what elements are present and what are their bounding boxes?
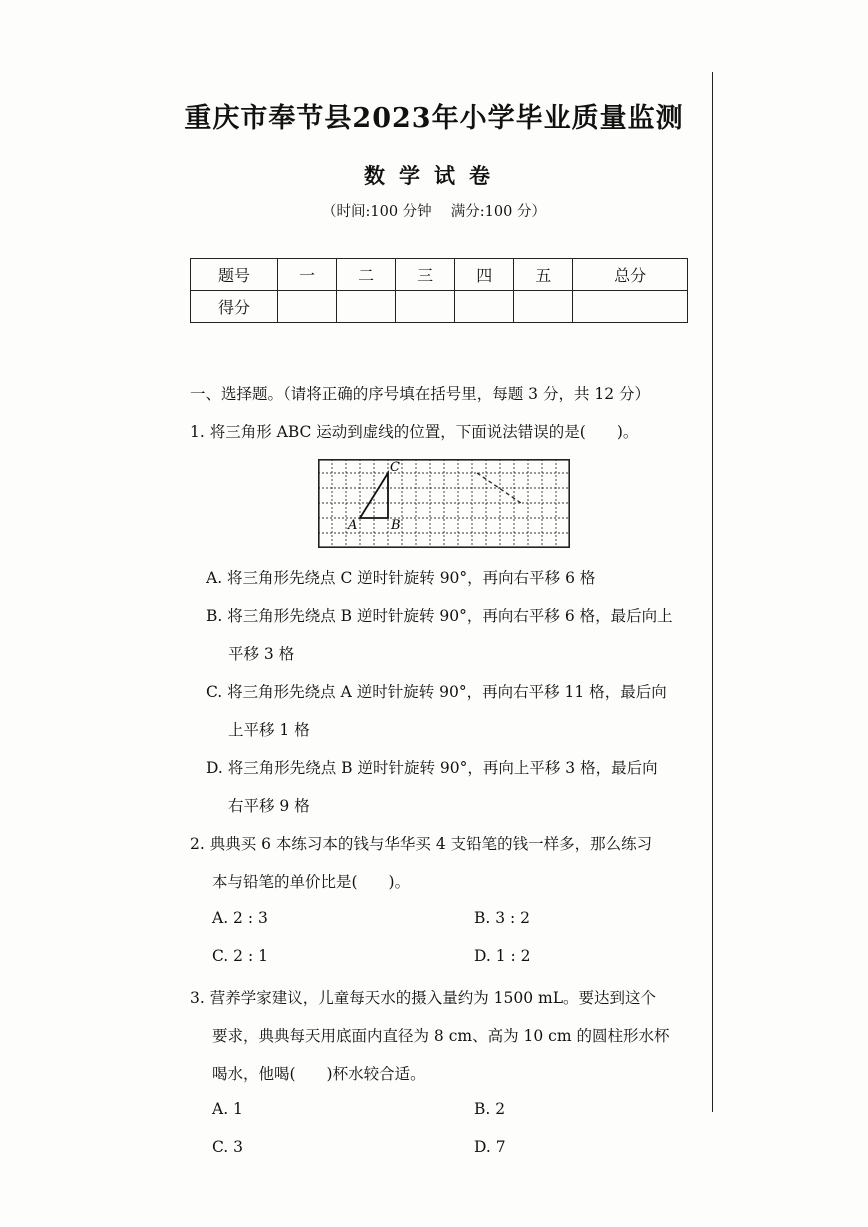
question-1-figure [318,459,570,548]
score-cell-empty[interactable] [337,291,396,323]
score-cell-label: 得分 [191,291,278,323]
question-2-stem-line1: 2. 典典买 6 本练习本的钱与华华买 4 支铅笔的钱一样多，那么练习 [190,835,653,853]
q2-option-c: C. 2 : 1 [212,947,268,965]
score-cell-header: 一 [278,259,337,291]
exam-subject: 数学试卷 [364,163,504,188]
score-cell-header: 总分 [573,259,688,291]
q1-option-b-line1: B. 将三角形先绕点 B 逆时针旋转 90°，再向右平移 6 格，最后向上 [206,607,673,625]
point-a-label: A [348,518,358,533]
score-cell-label: 题号 [191,259,278,291]
question-2-stem-line2: 本与铅笔的单价比是( )。 [212,873,411,891]
q2-option-d: D. 1 : 2 [474,947,531,965]
score-table-score-row [191,291,688,323]
q3-option-b: B. 2 [474,1100,506,1118]
q2-option-a: A. 2 : 3 [212,909,268,927]
score-cell-header: 三 [396,259,455,291]
q1-option-c-line1: C. 将三角形先绕点 A 逆时针旋转 90°，再向右平移 11 格，最后向 [206,683,667,701]
question-3-stem-line3: 喝水，他喝( )杯水较合适。 [212,1065,426,1083]
q1-option-b-line2: 平移 3 格 [228,645,295,663]
page-title: 重庆市奉节县2023年小学毕业质量监测 [184,103,684,134]
q3-option-a: A. 1 [212,1100,243,1118]
q3-option-d: D. 7 [474,1138,506,1156]
q1-option-d-line2: 右平移 9 格 [228,797,310,815]
score-table-header-row [191,259,688,291]
score-cell-empty[interactable] [396,291,455,323]
score-cell-empty[interactable] [514,291,573,323]
dashed-grid [318,459,570,548]
binding-margin-line [712,72,713,1112]
exam-meta: （时间:100 分钟 满分:100 分） [322,204,546,220]
q1-option-c-line2: 上平移 1 格 [228,721,310,739]
q2-option-b: B. 3 : 2 [474,909,531,927]
score-cell-empty[interactable] [573,291,688,323]
question-3-stem-line1: 3. 营养学家建议，儿童每天水的摄入量约为 1500 mL。要达到这个 [190,989,657,1007]
q1-option-a: A. 将三角形先绕点 C 逆时针旋转 90°，再向右平移 6 格 [206,569,596,587]
score-cell-header: 二 [337,259,396,291]
score-cell-empty[interactable] [455,291,514,323]
q3-option-c: C. 3 [212,1138,244,1156]
score-cell-header: 四 [455,259,514,291]
score-cell-header: 五 [514,259,573,291]
question-1-stem: 1. 将三角形 ABC 运动到虚线的位置，下面说法错误的是( )。 [190,423,639,441]
section-heading: 一、选择题。（请将正确的序号填在括号里，每题 3 分，共 12 分） [190,385,651,403]
score-cell-empty[interactable] [278,291,337,323]
score-table [190,258,688,323]
grid-figure [318,459,570,548]
q1-option-d-line1: D. 将三角形先绕点 B 逆时针旋转 90°，再向上平移 3 格，最后向 [206,759,658,777]
point-b-label: B [391,518,401,533]
point-c-label: C [390,460,400,475]
question-3-stem-line2: 要求，典典每天用底面内直径为 8 cm、高为 10 cm 的圆柱形水杯 [212,1027,670,1045]
